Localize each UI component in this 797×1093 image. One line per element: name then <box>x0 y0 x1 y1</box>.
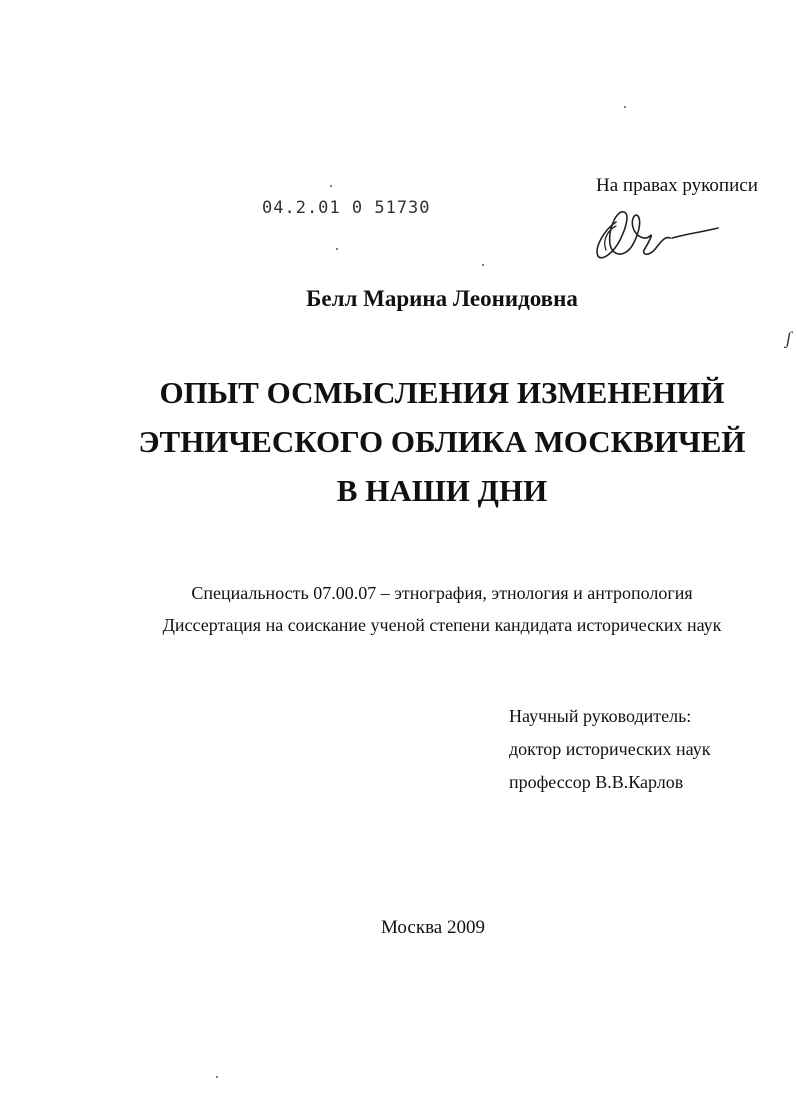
signature-image <box>586 200 726 270</box>
specialty-line: Специальность 07.00.07 – этнография, этнология и антропология <box>191 583 693 603</box>
rights-notice: На правах рукописи <box>596 175 758 196</box>
edge-scan-mark: ʃ <box>786 328 792 348</box>
degree-line: Диссертация на соискание ученой степени кандидата исторических наук <box>162 615 722 635</box>
city-year: Москва 2009 <box>381 917 485 938</box>
author-name: Белл Марина Леонидовна <box>306 286 578 311</box>
dissertation-title <box>0 368 797 515</box>
advisor-degree: доктор исторических наук <box>509 739 711 759</box>
dust-speck <box>330 185 332 187</box>
advisor-block <box>509 700 711 799</box>
advisor-name: профессор В.В.Карлов <box>509 772 684 792</box>
dust-speck <box>336 248 338 250</box>
specialty-block <box>0 577 797 641</box>
dust-speck <box>482 264 484 266</box>
advisor-label: Научный руководитель: <box>509 706 692 726</box>
dust-speck <box>216 1076 218 1078</box>
library-stamp-number: 04.2.01 0 51730 <box>262 198 431 218</box>
title-line: В НАШИ ДНИ <box>336 473 548 508</box>
title-line: ОПЫТ ОСМЫСЛЕНИЯ ИЗМЕНЕНИЙ <box>159 375 725 410</box>
dust-speck <box>624 106 626 108</box>
title-line: ЭТНИЧЕСКОГО ОБЛИКА МОСКВИЧЕЙ <box>138 424 746 459</box>
